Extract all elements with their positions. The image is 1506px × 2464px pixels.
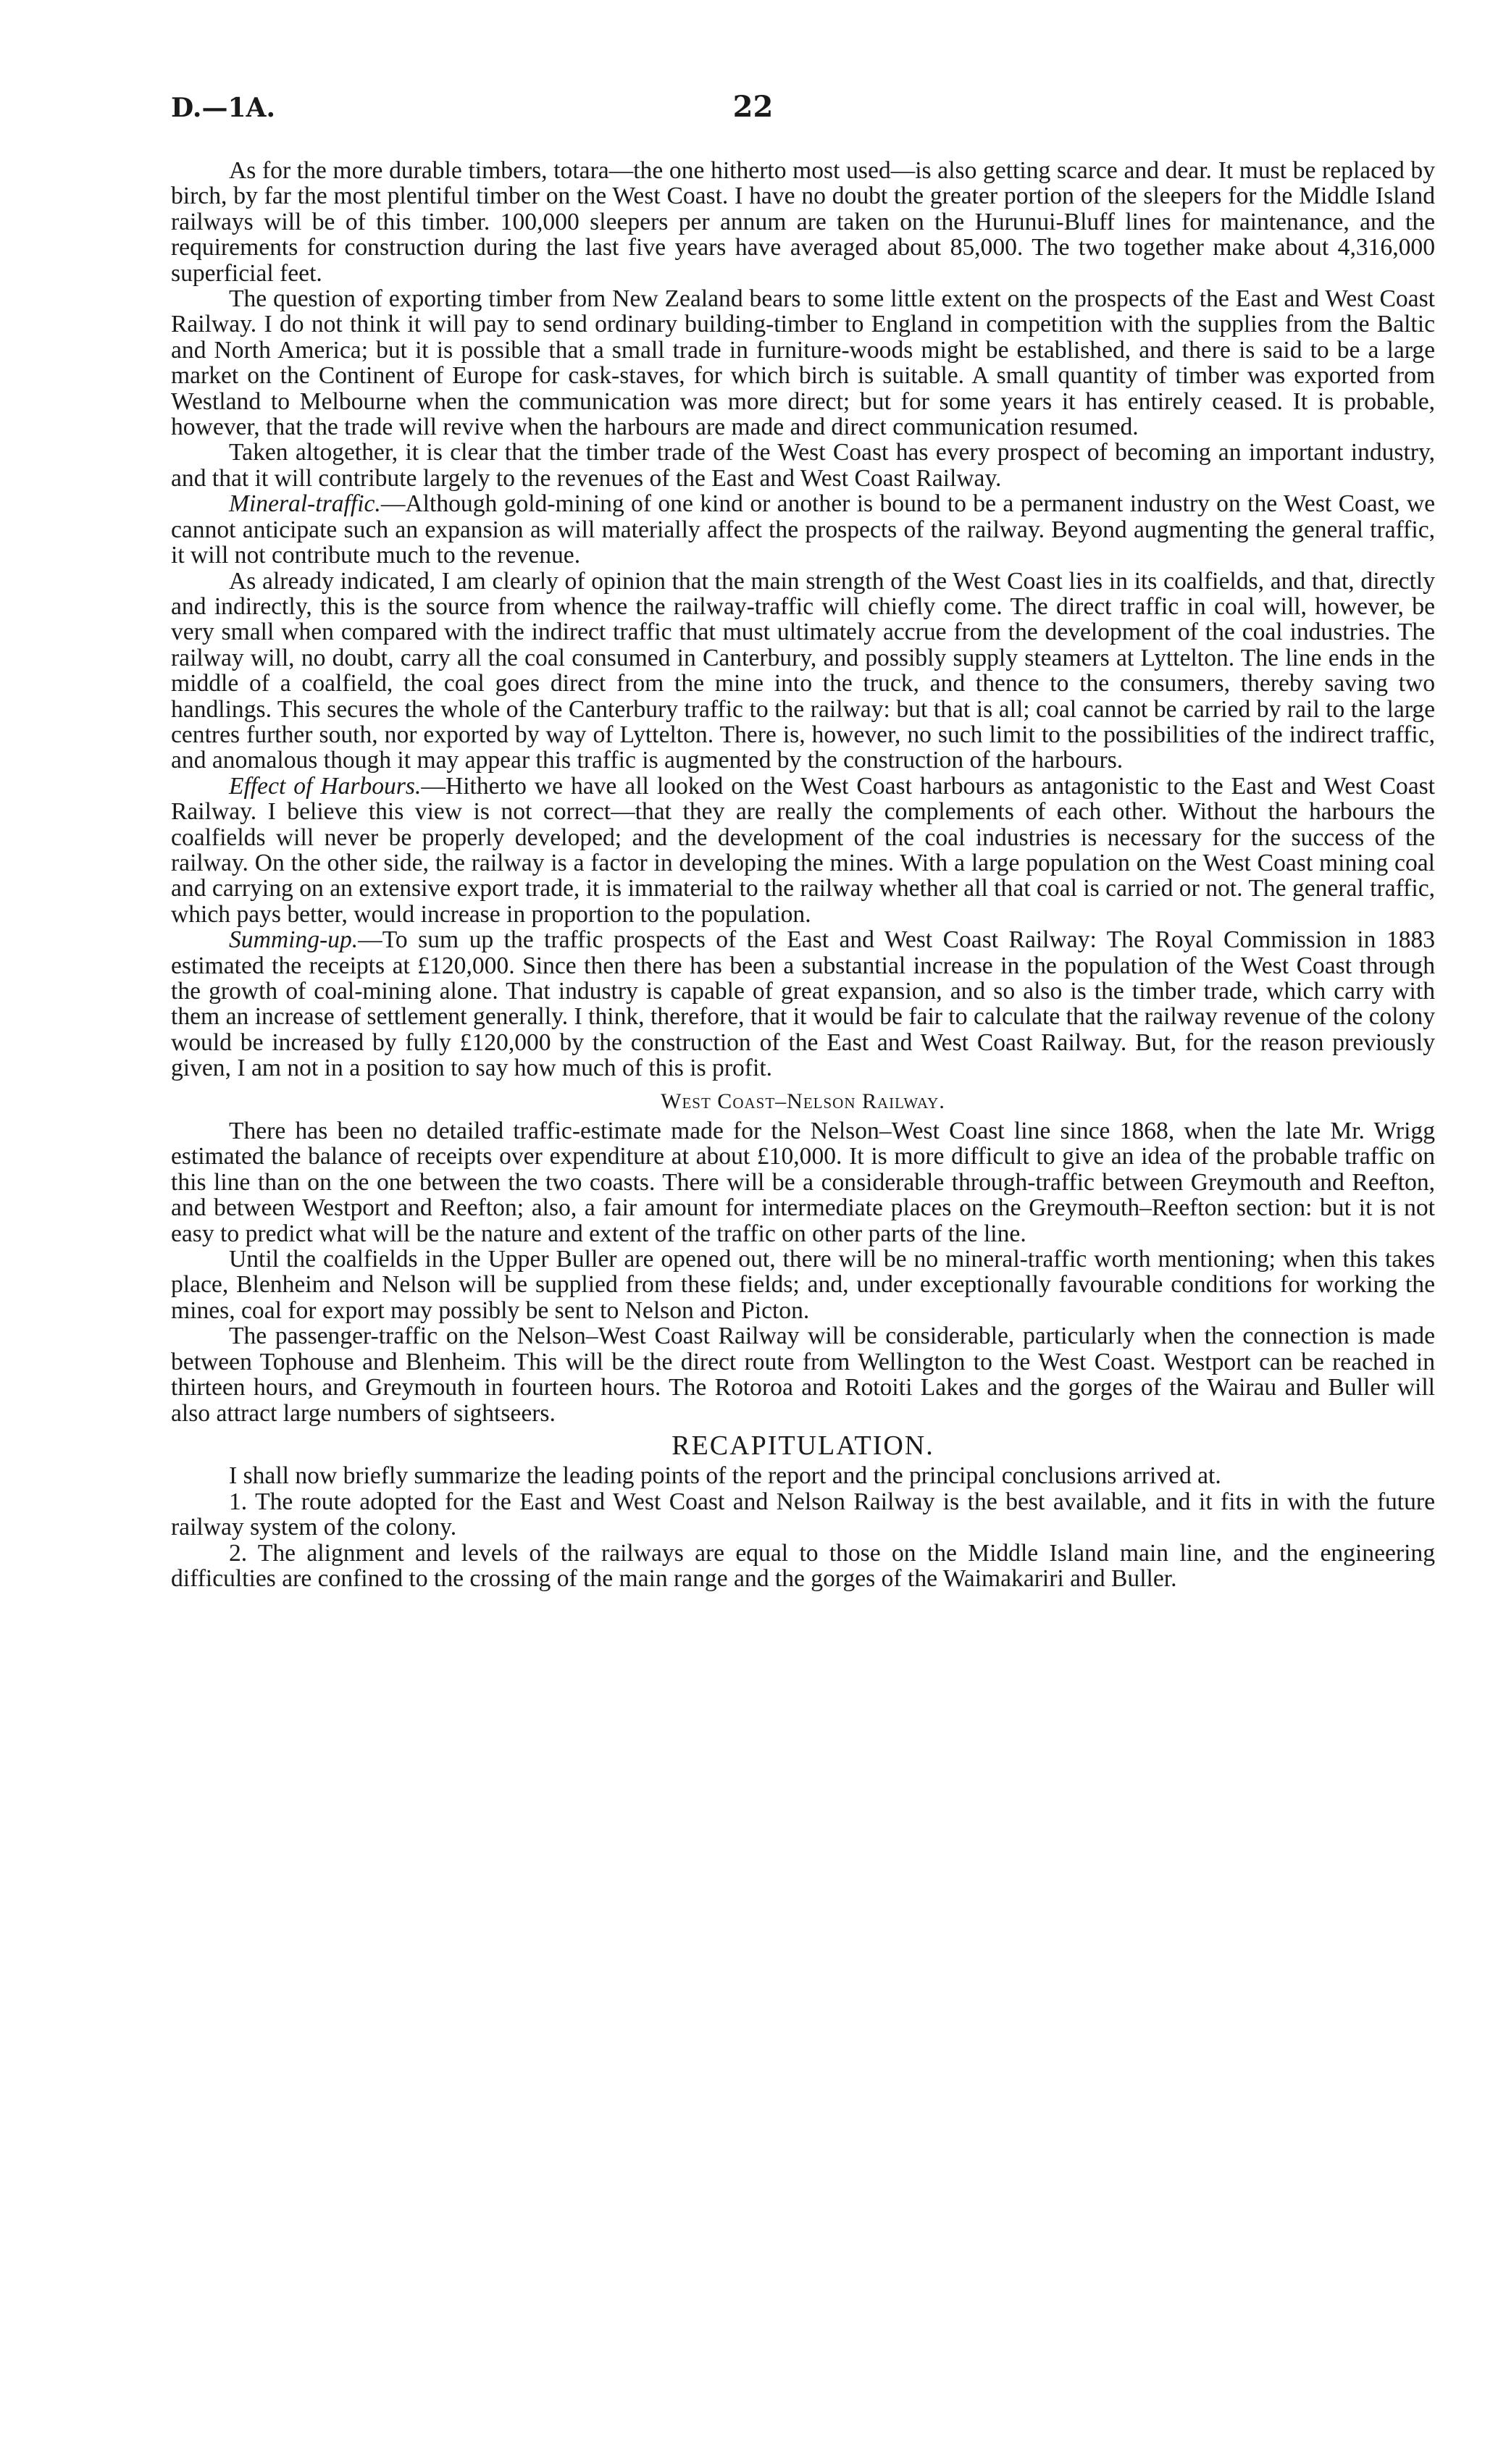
paragraph-text: There has been no detailed traffic-estimate made for the Nelson–West Coast line since 1868, when the late Mr. Wrigg estimated the balance of receipts over expenditure at about £10,000. It is more difficult to give an idea of the probable traffic on this line than on the one between the two coasts. There will be a considerable through-traffic between Greymouth and Reefton, and between Westport and Reefton; also, a fair amount for intermediate places on the Greymouth–Reefton section: but it is not easy to predict what will be the nature and extent of the traffic on other parts of the line. <box>171 1118 1435 1247</box>
paragraph <box>171 158 1435 286</box>
paragraph <box>171 1463 1435 1488</box>
paragraph-text: Until the coalfields in the Upper Buller are opened out, there will be no mineral-traffic worth mentioning; when this takes place, Blenheim and Nelson will be supplied from these fields; and, under exceptionally favourable conditions for working the mines, coal for export may possibly be sent to Nelson and Picton. <box>171 1246 1435 1324</box>
document-code: D.—1A. <box>171 93 275 123</box>
paragraph-text: I shall now briefly summarize the leading points of the report and the principal conclusions arrived at. <box>229 1462 1221 1490</box>
recapitulation-section <box>171 1463 1435 1591</box>
paragraph <box>171 927 1435 1081</box>
document-body <box>171 158 1435 1591</box>
paragraph-text: —To sum up the traffic prospects of the East and West Coast Railway: The Royal Commission in 1883 estimated the receipts at £120,000. Since then there has been a substantial increase in the population of the West Coast through the growth of coal-mining alone. That industry is capable of great expansion, and so also is the timber trade, which carry with them an increase of settlement generally. I think, therefore, that it would be fair to calculate that the railway revenue of the colony would be increased by fully £120,000 by the construction of the East and West Coast Railway. But, for the reason previously given, I am not in a position to say how much of this is profit. <box>171 926 1435 1082</box>
page-header <box>171 90 1335 136</box>
page-number: 22 <box>732 90 774 124</box>
timber-mineral-section <box>171 158 1435 1081</box>
paragraph <box>171 1541 1435 1592</box>
paragraph-text: 1. The route adopted for the East and West Coast and Nelson Railway is the best available, and it fits in with the future railway system of the colony. <box>171 1488 1435 1541</box>
paragraph-text: As for the more durable timbers, totara—the one hitherto most used—is also getting scarce and dear. It must be replaced by birch, by far the most plentiful timber on the West Coast. I have no doubt the greater portion of the sleepers for the Middle Island railways will be of this timber. 100,000 sleepers per annum are taken on the Hurunui-Bluff lines for maintenance, and the requirements for construction during the last five years have averaged about 85,000. The two together make about 4,316,000 superficial feet. <box>171 157 1435 287</box>
paragraph <box>171 1323 1435 1426</box>
paragraph-lead: Summing-up. <box>229 926 359 954</box>
paragraph <box>171 774 1435 927</box>
paragraph <box>171 1246 1435 1323</box>
paragraph-text: The question of exporting timber from New Zealand bears to some little extent on the prospects of the East and West Coast Railway. I do not think it will pay to send ordinary building-timber to England in competition with the supplies from the Baltic and North America; but it is possible that a small trade in furniture-woods might be established, and there is said to be a large market on the Continent of Europe for cask-staves, for which birch is suitable. A small quantity of timber was exported from Westland to Melbourne when the communication was more direct; but for some years it has entirely ceased. It is probable, however, that the trade will revive when the harbours are made and direct communication resumed. <box>171 285 1435 441</box>
paragraph <box>171 286 1435 440</box>
section-heading-recapitulation: RECAPITULATION. <box>672 1430 934 1461</box>
paragraph <box>171 491 1435 568</box>
nelson-railway-section <box>171 1118 1435 1426</box>
paragraph <box>171 440 1435 491</box>
paragraph-text: 2. The alignment and levels of the railways are equal to those on the Middle Island main line, and the engineering difficulties are confined to the crossing of the main range and the gorges of the Waimakariri and Buller. <box>171 1539 1435 1592</box>
paragraph-text: —Hitherto we have all looked on the West Coast harbours as antagonistic to the East and West Coast Railway. I believe this view is not correct—that they are really the complements of each other. Without the harbours the coalfields will never be properly developed; and the development of the coal industries is necessary for the success of the railway. On the other side, the railway is a factor in developing the mines. With a large population on the West Coast mining coal and carrying on an extensive export trade, it is immaterial to the railway whether all that coal is carried or not. The general traffic, which pays better, would increase in proportion to the population. <box>171 772 1435 928</box>
paragraph-text: The passenger-traffic on the Nelson–West Coast Railway will be considerable, particularly when the connection is made between Tophouse and Blenheim. This will be the direct route from Wellington to the West Coast. Westport can be reached in thirteen hours, and Greymouth in fourteen hours. The Rotoroa and Rotoiti Lakes and the gorges of the Wairau and Buller will also attract large numbers of sightseers. <box>171 1323 1435 1427</box>
paragraph-lead: Mineral-traffic. <box>229 490 381 518</box>
paragraph-text: —Although gold-mining of one kind or another is bound to be a permanent industry on the West Coast, we cannot anticipate such an expansion as will materially affect the prospects of the railway. Beyond augmenting the general traffic, it will not contribute much to the revenue. <box>171 490 1435 569</box>
paragraph <box>171 1489 1435 1541</box>
paragraph <box>171 1118 1435 1246</box>
paragraph <box>171 569 1435 774</box>
paragraph-text: Taken altogether, it is clear that the timber trade of the West Coast has every prospect of becoming an important industry, and that it will contribute largely to the revenues of the East and West Coast Railway. <box>171 439 1435 492</box>
section-heading-nelson: West Coast–Nelson Railway. <box>661 1089 945 1113</box>
paragraph-lead: Effect of Harbours. <box>229 772 422 800</box>
paragraph-text: As already indicated, I am clearly of opinion that the main strength of the West Coast lies in its coalfields, and that, directly and indirectly, this is the source from whence the railway-traffic will chiefly come. The direct traffic in coal will, however, be very small when compared with the indirect traffic that must ultimately accrue from the development of the coal industries. The railway will, no doubt, carry all the coal consumed in Canterbury, and possibly supply steamers at Lyttelton. The line ends in the middle of a coalfield, the coal goes direct from the mine into the truck, and thence to the consumers, thereby saving two handlings. This secures the whole of the Canterbury traffic to the railway: but that is all; coal cannot be carried by rail to the large centres further south, nor exported by way of Lyttelton. There is, however, no such limit to the possibilities of the indirect traffic, and anomalous though it may appear this traffic is augmented by the construction of the harbours. <box>171 567 1435 774</box>
